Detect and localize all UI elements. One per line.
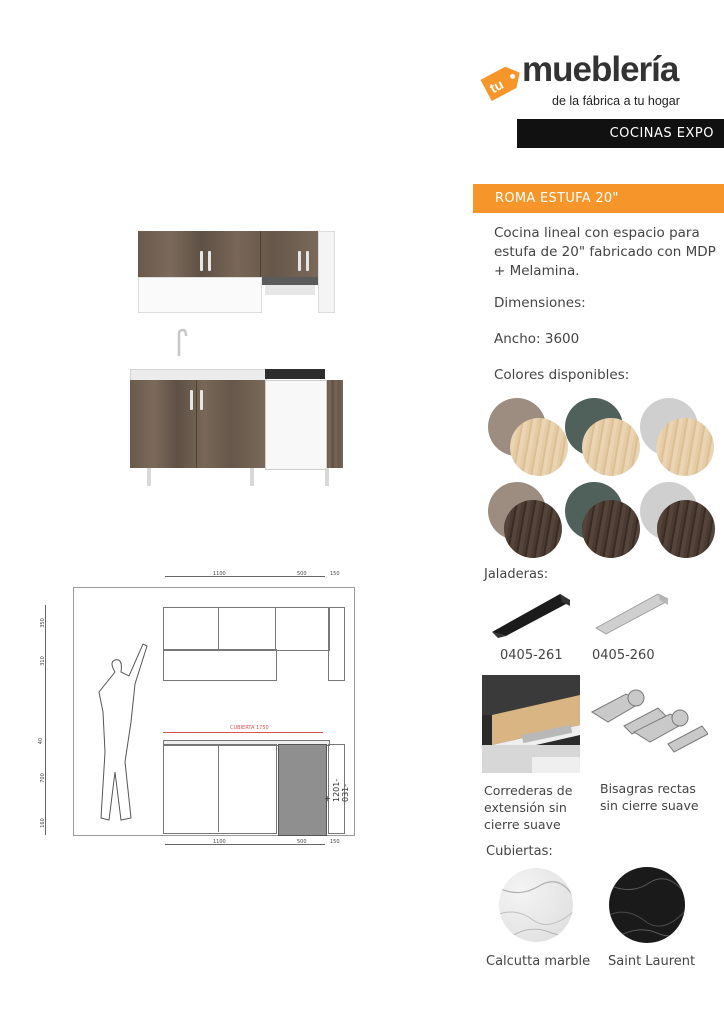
swatch-pair <box>565 398 645 478</box>
section-label: COCINAS EXPO <box>517 119 724 148</box>
saint-laurent-swatch <box>609 867 685 943</box>
colors-label: Colores disponibles: <box>494 367 630 383</box>
hinges-label: Bisagras rectas sin cierre suave <box>600 781 699 813</box>
upper-cabinet <box>138 231 318 277</box>
cubierta-label: CUBIERTA 1750 <box>230 725 269 731</box>
dim-bottom: 1100 <box>213 839 226 845</box>
stove <box>265 380 327 470</box>
dim-bottom: 150 <box>330 839 340 845</box>
stove-outline <box>278 744 327 836</box>
brand-logo <box>478 50 718 116</box>
hinges-image <box>586 682 708 754</box>
dim-bottom: 500 <box>297 839 307 845</box>
swatch-pair <box>488 398 568 478</box>
brand-name: mueblería <box>522 50 679 89</box>
dim-left: 310 <box>39 656 46 666</box>
product-title: ROMA ESTUFA 20" <box>473 184 724 213</box>
swatch-pair <box>640 398 720 478</box>
swatch-front <box>582 500 640 558</box>
swatch-front <box>510 418 568 476</box>
stove-dim: + 1201-031- <box>323 778 350 802</box>
countertop-name: Saint Laurent <box>608 954 696 969</box>
price-tag-icon <box>478 60 526 104</box>
countertops-label: Cubiertas: <box>486 844 553 859</box>
dim-left: 40 <box>38 737 45 745</box>
dim-top: 500 <box>297 571 307 577</box>
brand-tu-text: tu <box>486 75 506 97</box>
dim-top: 150 <box>330 571 340 577</box>
base-cabinet <box>130 380 265 468</box>
handle-silver-image <box>590 590 676 640</box>
handles-label: Jaladeras: <box>484 567 549 582</box>
human-figure-icon <box>95 632 165 832</box>
brand-tagline: de la fábrica a tu hogar <box>552 94 680 108</box>
product-description: Cocina lineal con espacio para estufa de 20" fabricado con MDP + Melamina. <box>494 225 716 279</box>
countertop-name: Calcutta marble <box>486 954 591 969</box>
swatch-pair <box>488 482 568 562</box>
dim-top: 1100 <box>213 571 226 577</box>
drawer-slide-image <box>482 675 580 773</box>
technical-drawing <box>40 570 355 850</box>
color-swatches <box>480 392 720 562</box>
swatch-pair <box>640 482 720 562</box>
handle-code: 0405-260 <box>592 648 655 663</box>
faucet-icon <box>173 328 189 358</box>
swatch-front <box>656 418 714 476</box>
dim-left: 160 <box>39 818 46 828</box>
calcutta-marble-swatch <box>499 868 573 942</box>
swatch-front <box>582 418 640 476</box>
swatch-front <box>657 500 715 558</box>
slides-label: Correderas de extensión sin cierre suave <box>484 783 573 832</box>
width-label: Ancho: 3600 <box>494 331 580 347</box>
dimensions-label: Dimensiones: <box>494 295 586 311</box>
handle-code: 0405-261 <box>500 648 563 663</box>
kitchen-render <box>125 228 350 493</box>
handle-black-image <box>484 588 580 644</box>
dim-left: 700 <box>39 773 46 783</box>
swatch-front <box>504 500 562 558</box>
swatch-pair <box>565 482 645 562</box>
dim-left: 350 <box>39 618 46 628</box>
